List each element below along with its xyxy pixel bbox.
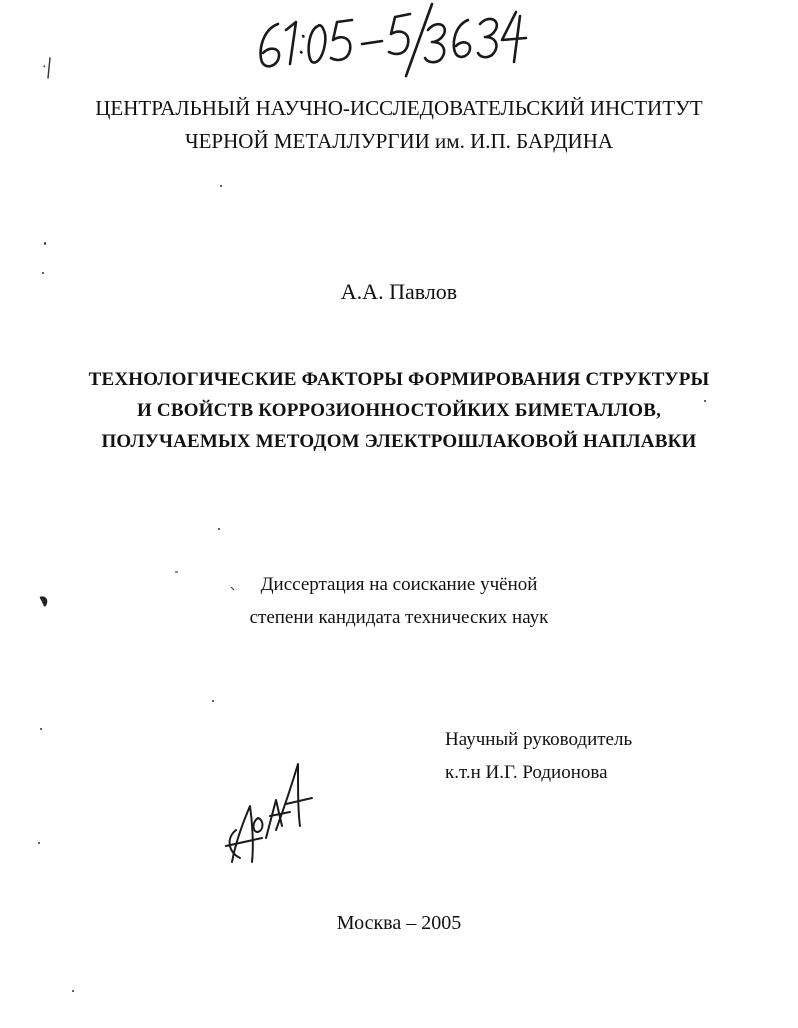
- supervisor-label: Научный руководитель: [445, 729, 633, 750]
- supervisor-name: к.т.н И.Г. Родионова: [445, 762, 608, 783]
- scan-speck: [212, 700, 214, 702]
- scan-speck: [40, 728, 42, 730]
- scan-speck: [44, 242, 46, 245]
- place-and-year: Москва – 2005: [336, 912, 462, 934]
- institute-line-2: ЧЕРНОЙ МЕТАЛЛУРГИИ им. И.П. БАРДИНА: [184, 129, 614, 153]
- dissertation-type-line-1: Диссертация на соискание учёной: [260, 574, 538, 595]
- scan-speck: [38, 842, 40, 844]
- scan-speck: [42, 272, 44, 274]
- thesis-title-line-2: И СВОЙСТВ КОРРОЗИОННОСТОЙКИХ БИМЕТАЛЛОВ,: [136, 400, 662, 421]
- thesis-title-line-3: ПОЛУЧАЕМЫХ МЕТОДОМ ЭЛЕКТРОШЛАКОВОЙ НАПЛАВКИ: [101, 431, 697, 452]
- author-name: А.А. Павлов: [340, 279, 458, 304]
- margin-mark: [44, 58, 50, 78]
- thesis-title-line-1: ТЕХНОЛОГИЧЕСКИЕ ФАКТОРЫ ФОРМИРОВАНИЯ СТРУКТУРЫ: [88, 369, 710, 390]
- dissertation-type-line-2: степени кандидата технических наук: [249, 607, 549, 628]
- scan-speck: [218, 528, 220, 530]
- signature-handwriting: [226, 764, 312, 862]
- archive-number-handwriting: [261, 4, 526, 76]
- margin-mark: [40, 598, 46, 606]
- institute-line-1: ЦЕНТРАЛЬНЫЙ НАУЧНО-ИССЛЕДОВАТЕЛЬСКИЙ ИНСТИТУТ: [95, 96, 703, 120]
- scan-speck: [72, 990, 74, 992]
- scan-speck: [220, 185, 222, 187]
